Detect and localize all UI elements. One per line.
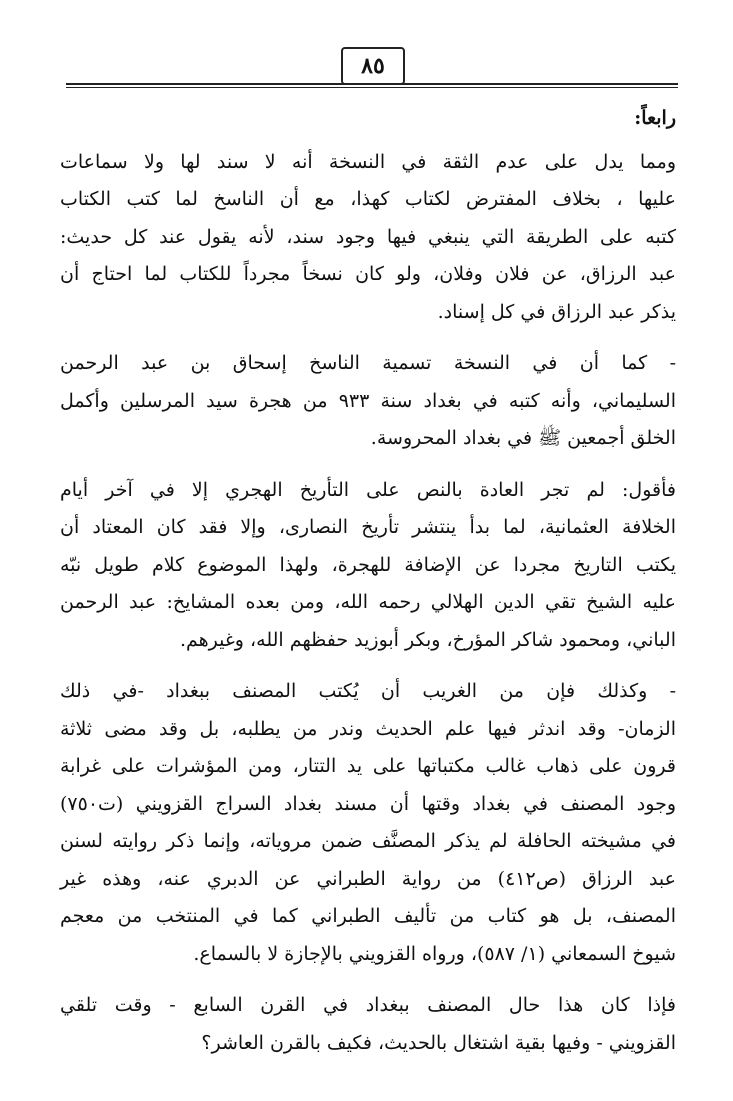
paragraph-3 [60, 472, 676, 660]
text-line: قرون على ذهاب غالب مكتباتها على يد التتار، ومن المؤشرات على غرابة [60, 755, 676, 777]
text-line: القزويني - وفيها بقية اشتغال بالحديث، فكيف بالقرن العاشر؟ [201, 1031, 676, 1054]
text-line: شيوخ السمعاني (١/ ٥٨٧)، ورواه القزويني بالإجازة لا بالسماع. [193, 942, 676, 965]
paragraph-4 [60, 673, 676, 973]
text-line: فإذا كان هذا حال المصنف ببغداد في القرن السابع - وقت تلقي [60, 994, 676, 1016]
text-line: الخلافة العثمانية، لما بدأ ينتشر تأريخ النصارى، وإلا فقد كان المعتاد أن [60, 516, 676, 538]
text-line: في مشيخته الحافلة لم يذكر المصنَّف ضمن مروياته، وإنما ذكر روايته لسنن [60, 830, 676, 852]
text-line: السليماني، وأنه كتبه في بغداد سنة ٩٣٣ من هجرة سيد المرسلين وأكمل [60, 389, 676, 412]
paragraph-2 [60, 345, 676, 458]
text-line: الباني، ومحمود شاكر المؤرخ، وبكر أبوزيد حفظهم الله، وغيرهم. [179, 628, 676, 651]
text-line: فأقول: لم تجر العادة بالنص على التأريخ الهجري إلا في آخر أيام [60, 478, 676, 501]
text-line: يكتب التاريخ مجردا عن الإضافة للهجرة، ولهذا الموضوع كلام طويل نبّه [60, 553, 676, 576]
text-line: وجود المصنف في بغداد وقتها أن مسند بغداد السراج القزويني (ت٧٥٠) [60, 792, 676, 815]
page-number: ٨٥ [341, 47, 405, 85]
text-line: عبد الرزاق (ص٤١٢) من رواية الطبراني عن الدبري عنه، وهذه غير [60, 867, 676, 890]
paragraph-1 [60, 144, 676, 332]
text-line: الخلق أجمعين ﷺ في بغداد المحروسة. [370, 427, 676, 449]
text-line: - وكذلك فإن من الغريب أن يُكتب المصنف ببغداد -في ذلك [60, 680, 676, 702]
page-body [60, 100, 676, 1076]
text-line: كتبه على الطريقة التي ينبغي فيها وجود سند، لأنه يقول عند كل حديث: [60, 225, 676, 248]
text-line: عبد الرزاق، عن فلان وفلان، ولو كان نسخاً مجرداً للكتاب لما احتاج أن [60, 263, 676, 285]
text-line: عليه الشيخ تقي الدين الهلالي رحمه الله، ومن بعده المشايخ: عبد الرحمن [60, 591, 677, 613]
text-line: ومما يدل على عدم الثقة في النسخة أنه لا سند لها ولا سماعات [60, 150, 676, 173]
header-rule [66, 83, 678, 85]
text-line: عليها ، بخلاف المفترض لكتاب كهذا، مع أن الناسخ لما كتب الكتاب [60, 188, 676, 210]
section-heading: رابعاً: [634, 107, 676, 129]
text-line: الزمان- وقد اندثر فيها علم الحديث وندر من يطلبه، بل وقد مضى ثلاثة [60, 717, 676, 740]
text-line: المصنف، بل هو كتاب من تأليف الطبراني كما في المنتخب من معجم [60, 905, 676, 927]
text-line: يذكر عبد الرزاق في كل إسناد. [437, 300, 676, 323]
text-line: - كما أن في النسخة تسمية الناسخ إسحاق بن عبد الرحمن [60, 352, 677, 374]
page-header [66, 47, 678, 89]
paragraph-5 [60, 987, 676, 1062]
header-rule-thin [66, 87, 678, 88]
